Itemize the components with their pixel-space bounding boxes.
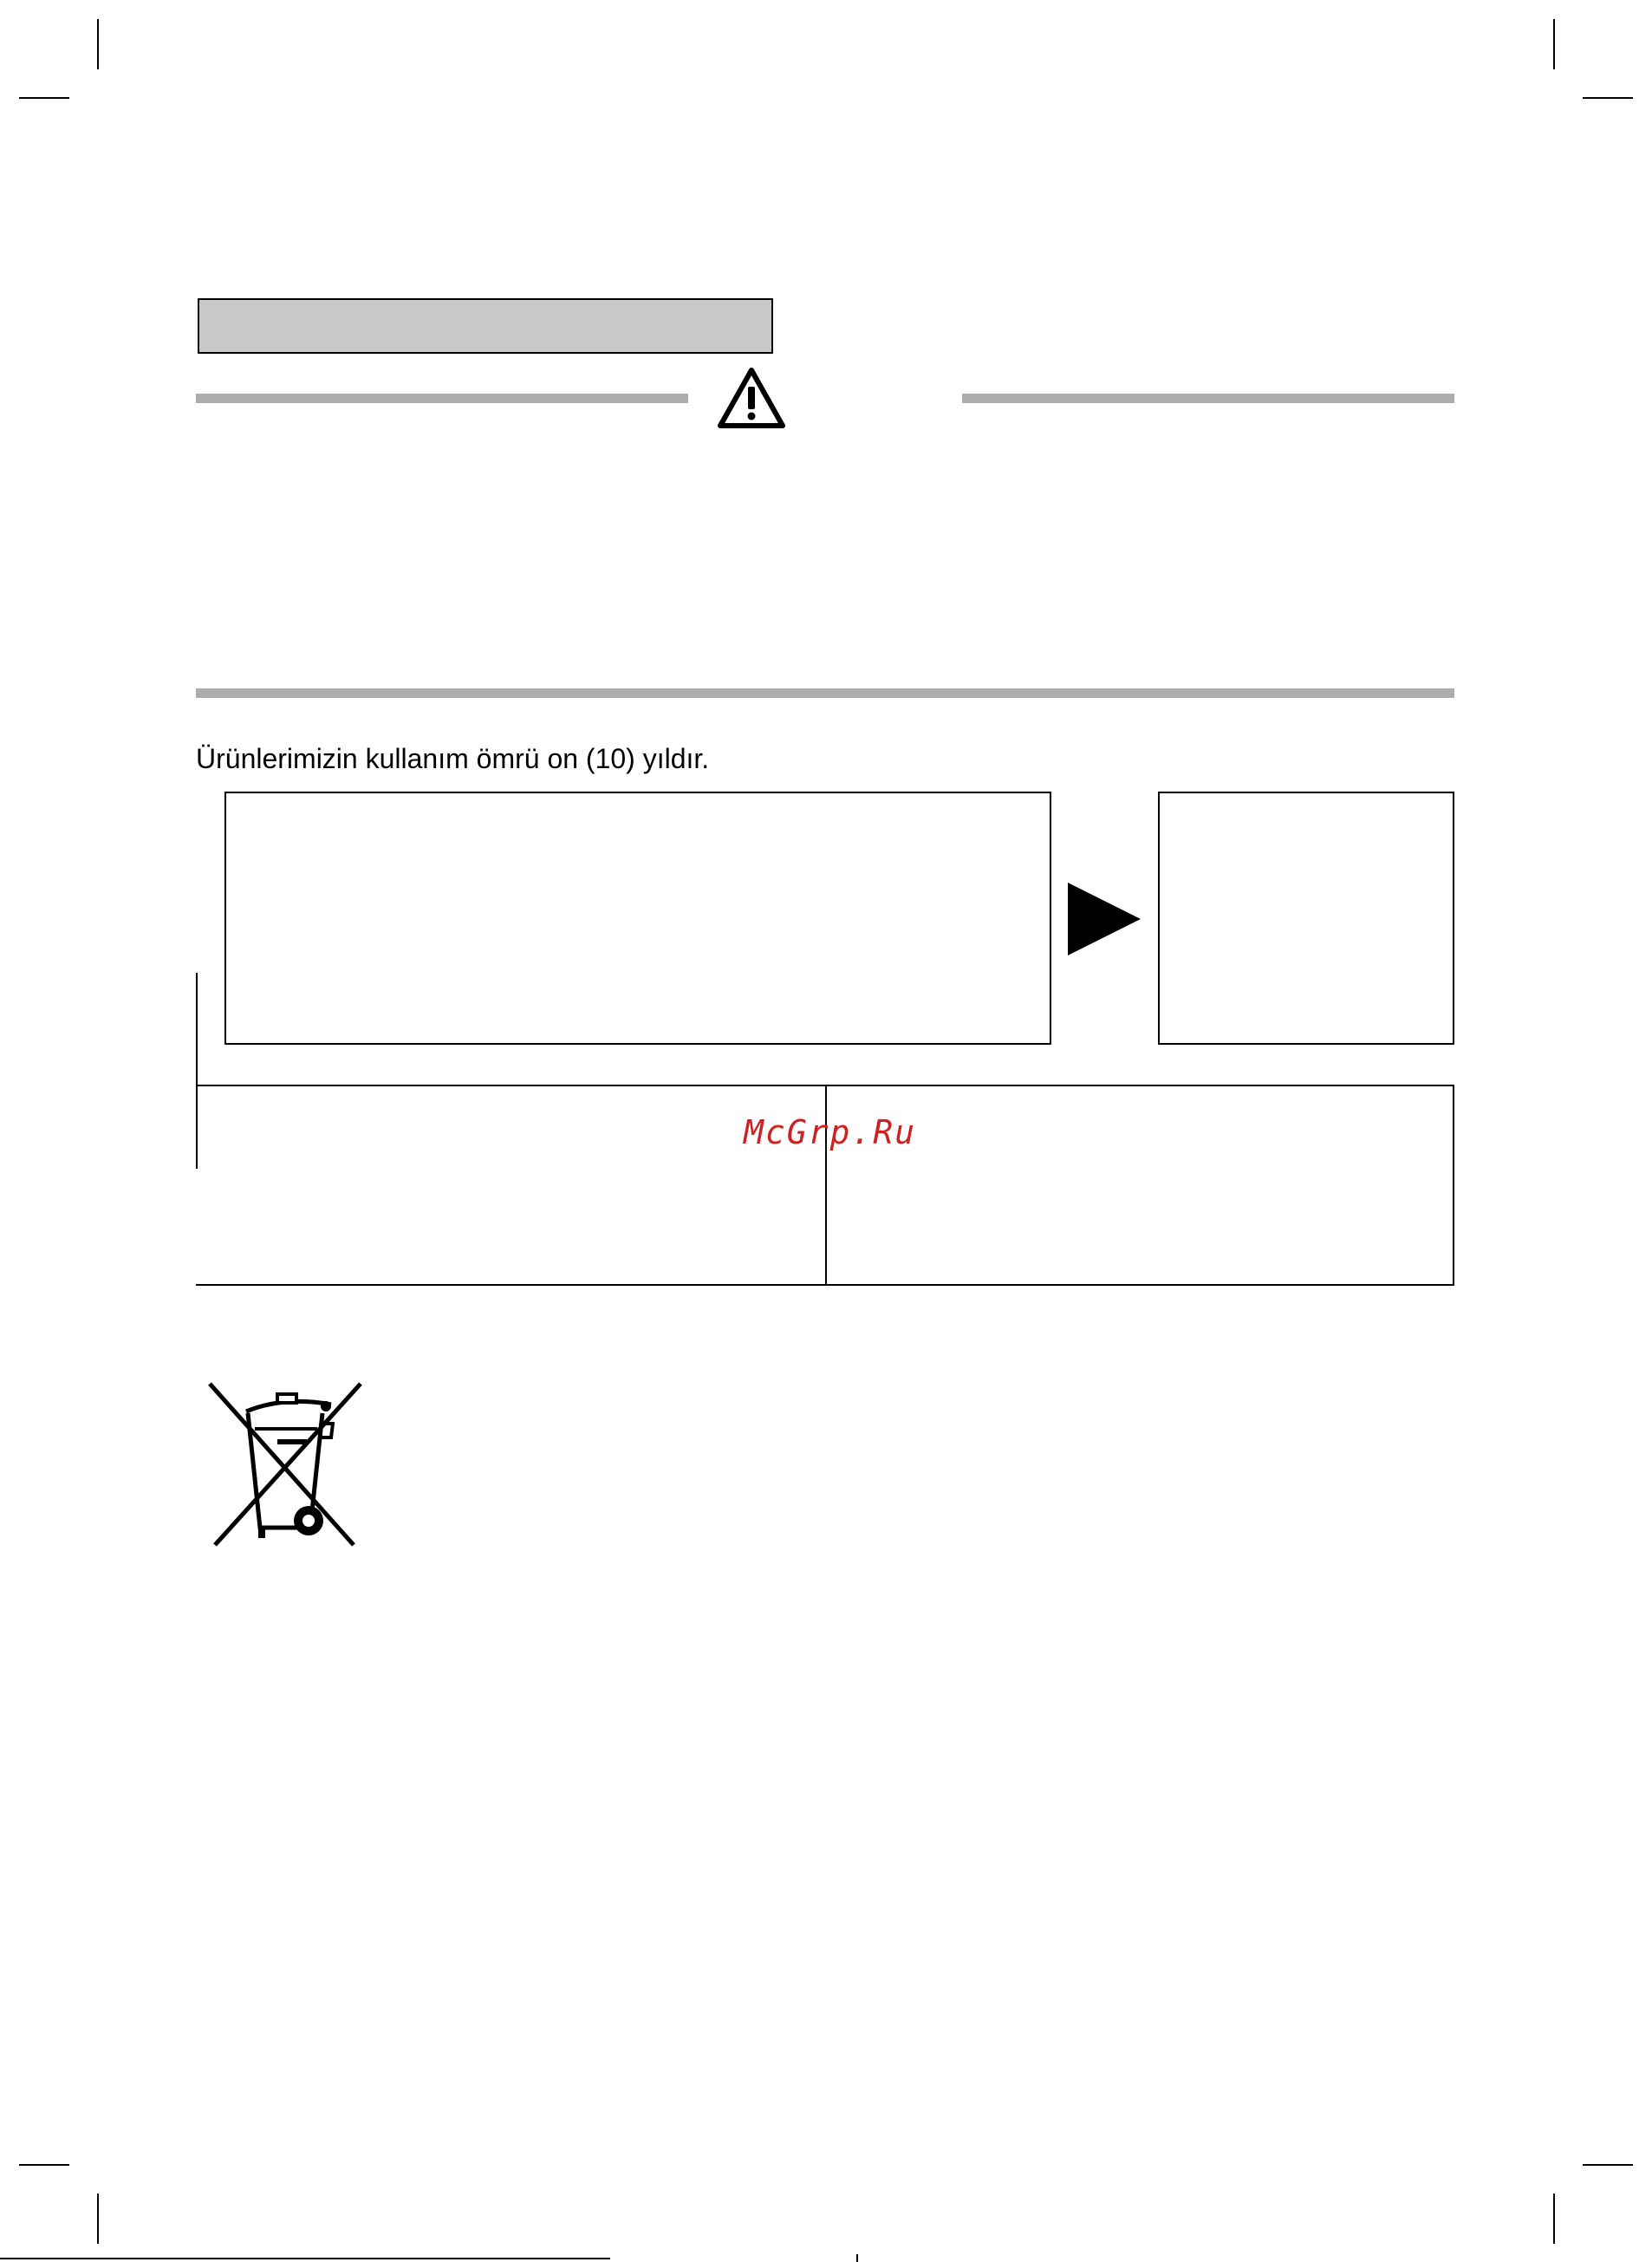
crop-mark-top-left-horizontal xyxy=(19,97,69,99)
section-divider xyxy=(196,688,1454,698)
crop-mark-top-right-horizontal xyxy=(1583,97,1633,99)
crossed-out-wheelie-bin-icon xyxy=(205,1379,364,1548)
crop-mark-bottom-left-horizontal xyxy=(19,2164,69,2166)
center-bottom-tick xyxy=(856,2254,858,2262)
arrow-right-icon xyxy=(1068,883,1141,955)
warning-triangle-icon xyxy=(716,366,787,430)
crop-mark-bottom-left-vertical xyxy=(97,2194,99,2244)
crop-mark-top-right-vertical xyxy=(1553,19,1555,69)
info-box-left xyxy=(224,792,1051,1045)
info-box-right xyxy=(1158,792,1454,1045)
page-bottom-edge-line xyxy=(0,2258,610,2259)
section-header-box xyxy=(198,298,773,354)
product-lifetime-statement: Ürünlerimizin kullanım ömrü on (10) yıldır. xyxy=(196,743,710,774)
warning-rule-left xyxy=(196,394,688,403)
warning-rule-right xyxy=(962,394,1454,403)
crop-mark-bottom-right-horizontal xyxy=(1583,2164,1633,2166)
crop-mark-top-left-vertical xyxy=(97,19,99,69)
crop-mark-bottom-right-vertical xyxy=(1553,2194,1555,2244)
watermark-text: McGrp.Ru xyxy=(744,1113,917,1151)
